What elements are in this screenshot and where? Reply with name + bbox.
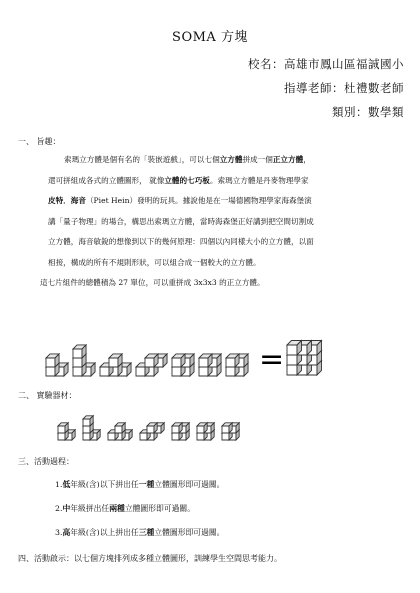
soma-piece-cube	[145, 354, 158, 367]
school-name: 校名：高雄市鳳山區福誠國小	[248, 57, 404, 71]
text: 年級(含)以上拼出任	[70, 528, 139, 537]
item-number: 2.	[55, 504, 63, 513]
bold-text: 正立方體	[272, 155, 304, 164]
bold-text: 三種	[138, 528, 155, 537]
bold-text: 立體的七巧板	[164, 175, 210, 185]
section-1-body	[40, 150, 400, 294]
page-title: SOMA 方塊	[172, 30, 248, 45]
para-line-3	[48, 191, 400, 212]
text: 年級拼出任	[70, 504, 110, 513]
equals-sign: =	[259, 342, 285, 377]
section-4-text: 四、活動啟示：以七個方塊排列成多種立體圖形，訓練學生空間思考能力。	[18, 554, 282, 563]
para-line-7: 這七片組件的總體積為 27 單位，可以重拼成 3x3x3 的正立方體。	[40, 278, 265, 287]
text: ，	[303, 155, 311, 164]
equipment-piece-cube	[115, 423, 125, 433]
equipment-piece-cube	[58, 423, 68, 433]
bold-text: 立方體	[219, 155, 243, 164]
soma-piece-cube	[172, 354, 185, 367]
text: 。索瑪立方體是丹麥物理學家	[209, 175, 309, 185]
text: 立體圖形即可過關。	[124, 504, 195, 513]
para-line-6: 相接，構成的所有不規則形狀，可以組合成一個較大的立方體。	[48, 257, 261, 267]
section-1-heading: 一、 旨趣：	[18, 137, 61, 146]
soma-piece-cube	[46, 354, 59, 367]
equipment-piece-cube	[172, 423, 182, 433]
text: （Piet Hein）發明的玩具。據說他是在一場德國物理學家海森堡演	[85, 196, 312, 205]
text: 還可拼組成各式的立體圖形， 就像	[48, 175, 165, 185]
section-3-heading: 三、活動過程：	[18, 457, 74, 466]
text: 索瑪立方體是個有名的「裝嵌遊戲」，可以七個	[64, 155, 220, 164]
soma-piece-cube	[199, 354, 212, 367]
text: 立體圖形即可過關。	[154, 528, 225, 537]
para-line-5: 立方體，海音敏銳的想像到以下的幾何原理：四個以內同樣大小的立方體，以面	[48, 237, 314, 246]
equipment-piece-cube	[83, 416, 93, 426]
bold-text: 中	[62, 504, 71, 513]
equipment-piece-cube	[147, 423, 157, 433]
bold-text: 一種	[138, 480, 155, 489]
soma-piece-cube	[109, 354, 122, 367]
para-line-4: 講「量子物理」的場合，構思出索瑪立方體，當時海森堡正好講到把空間切割成	[48, 216, 314, 226]
text: 拼成一個	[242, 155, 273, 164]
text: 立體圖形即可過關。	[154, 480, 225, 489]
rule-item-1	[55, 479, 224, 490]
para-line-2	[48, 171, 400, 192]
equipment-pieces-row	[54, 410, 274, 444]
equipment-piece-cube	[222, 423, 232, 433]
soma-piece-cube	[73, 345, 86, 358]
assembled-cube-unit	[287, 341, 302, 356]
text: 年級(含)以下拼出任	[70, 480, 139, 489]
soma-piece-cube	[226, 354, 239, 367]
rule-item-3	[55, 527, 224, 538]
soma-pieces-row	[40, 332, 390, 382]
item-number: 1.	[55, 480, 63, 489]
bold-text: 高	[62, 528, 71, 537]
bold-text: 低	[62, 480, 71, 489]
item-number: 3.	[55, 528, 63, 537]
project-category: 類別：數學類	[332, 105, 404, 119]
section-2-heading: 二、 實驗器材：	[18, 391, 77, 400]
bold-text: 皮特．海音	[48, 196, 86, 205]
rule-item-2	[55, 503, 195, 514]
bold-text: 兩種	[109, 504, 125, 513]
para-line-1	[48, 150, 400, 171]
equipment-piece-cube	[197, 423, 207, 433]
advisor-teacher: 指導老師：杜禮數老師	[284, 81, 404, 95]
